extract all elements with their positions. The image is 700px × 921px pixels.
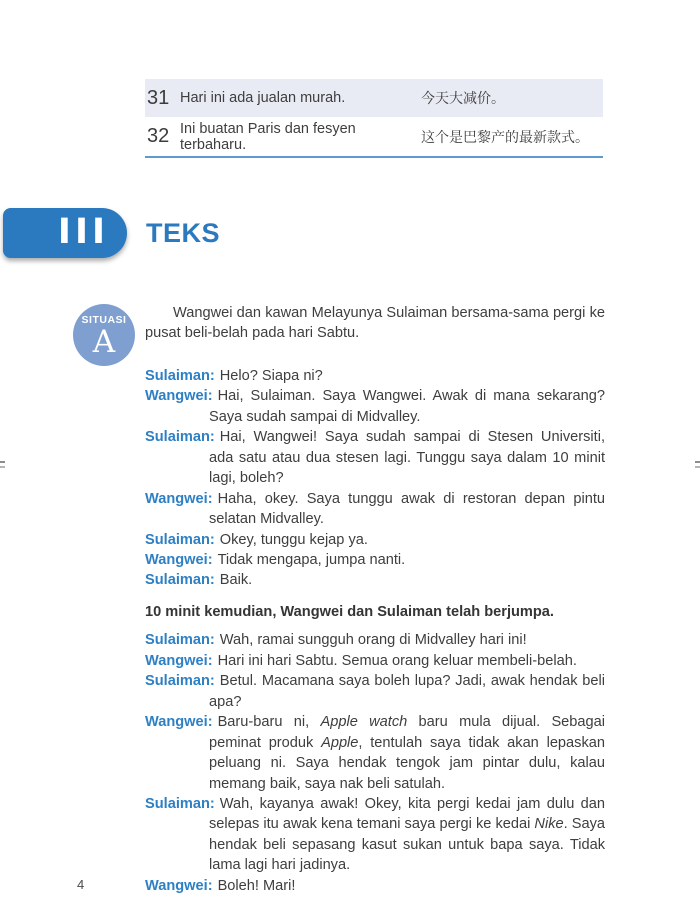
speaker-name: Wangwei: [145,490,213,507]
speaker-name: Wangwei: [145,714,213,731]
right-edge-registration-mark [695,461,700,468]
sentence-malay: Ini buatan Paris dan fesyen terbaharu. [180,120,356,153]
dialogue-block-1 [145,366,605,591]
intro-paragraph: Wangwei dan kawan Melayunya Sulaiman bersama-sama pergi ke pusat beli-belah pada hari Sabtu. [145,305,605,342]
speaker-name: Sulaiman: [145,632,215,649]
speaker-name: Sulaiman: [145,429,215,446]
dialogue-line [145,530,605,550]
dialogue-line [145,794,605,876]
speech-text: Baru-baru ni, Apple watch baru mula dijual. Sebagai peminat produk Apple, tentulah saya tidak akan lepaskan peluang ni. Saya hendak tengok jam pintar dulu, kalau memang baik, saya nak beli satulah. [209,714,605,792]
section-roman-numeral: III [57,211,109,252]
speech-text: Hari ini hari Sabtu. Semua orang keluar membeli-belah. [217,652,577,669]
speech-text: Okey, tunggu kejap ya. [219,531,368,548]
dialogue-line [145,386,605,427]
dialogue-line [145,489,605,530]
table-row [145,79,603,117]
dialogue-line [145,550,605,570]
left-edge-registration-mark [0,461,5,468]
sentence-malay: Hari ini ada jualan murah. [180,90,346,106]
dialogue-line [145,712,605,794]
dialogue-line [145,671,605,712]
speech-text: Baik. [219,572,253,589]
sentence-chinese: 今天大减价。 [421,90,505,106]
speaker-name: Sulaiman: [145,367,215,384]
speech-text: Helo? Siapa ni? [219,367,323,384]
dialogue-line [145,366,605,386]
speaker-name: Wangwei: [145,388,213,405]
speaker-name: Wangwei: [145,877,213,894]
speech-text: Hai, Wangwei! Saya sudah sampai di Stesen Universiti, ada satu atau dua stesen lagi. Tunggu saya dalam 10 minit lagi, boleh? [209,429,605,487]
speech-text: Hai, Sulaiman. Saya Wangwei. Awak di mana sekarang? Saya sudah sampai di Midvalley. [209,388,605,425]
section-title: TEKS [146,218,221,248]
speech-text: Wah, kayanya awak! Okey, kita pergi kedai jam dulu dan selepas itu awak kena temani saya pergi ke kedai Nike. Saya hendak beli sepasang kasut sukan untuk bapa saya. Tidak lama lagi hari jadinya. [209,795,605,874]
situasi-letter: A [92,323,116,360]
speaker-name: Wangwei: [145,551,213,568]
sentence-number: 32 [147,125,170,147]
sentence-number: 31 [147,86,170,109]
speech-text: Wah, ramai sungguh orang di Midvalley hari ini! [219,632,527,649]
page-number: 4 [77,877,85,892]
speaker-name: Sulaiman: [145,673,215,690]
table-row [145,117,603,156]
speaker-name: Sulaiman: [145,572,215,589]
dialogue-line [145,630,605,650]
text-column [145,303,605,896]
speech-text: Boleh! Mari! [217,877,296,894]
interlude-text: 10 minit kemudian, Wangwei dan Sulaiman telah berjumpa. [145,603,554,620]
speech-text: Haha, okey. Saya tunggu awak di restoran depan pintu selatan Midvalley. [209,490,605,528]
dialogue-line [145,570,605,590]
speaker-name: Sulaiman: [145,795,215,812]
speech-text: Betul. Macamana saya boleh lupa? Jadi, awak hendak beli apa? [209,673,605,710]
dialogue-line [145,427,605,488]
situasi-label: SITUASI [81,314,127,327]
sentence-chinese: 这个是巴黎产的最新款式。 [421,128,589,145]
speech-text: Tidak mengapa, jumpa nanti. [217,551,406,568]
situasi-badge [73,304,135,366]
dialogue-line [145,651,605,671]
dialogue-block-2 [145,630,605,896]
speaker-name: Sulaiman: [145,531,215,548]
speaker-name: Wangwei: [145,652,213,669]
sentence-table [145,79,603,158]
dialogue-line [145,876,605,896]
section-ribbon [3,208,127,258]
